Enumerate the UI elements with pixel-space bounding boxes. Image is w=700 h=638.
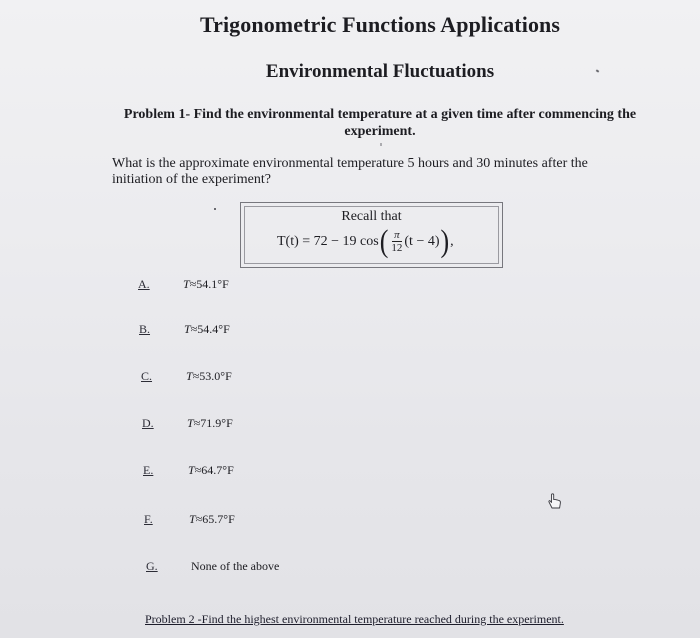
formula-lhs: T(t) = 72 − 19 cos xyxy=(277,233,379,249)
option-b[interactable] xyxy=(139,322,230,337)
page-subtitle: Environmental Fluctuations xyxy=(265,61,495,82)
recall-label: Recall that xyxy=(341,209,402,224)
option-g[interactable] xyxy=(146,559,279,574)
option-e[interactable] xyxy=(143,463,234,478)
page-title: Trigonometric Functions Applications xyxy=(199,12,561,37)
problem-2-link[interactable]: Problem 2 -Find the highest environmental temperature reached during the experiment. xyxy=(145,612,564,626)
option-d[interactable] xyxy=(142,416,233,431)
option-letter[interactable]: F. xyxy=(144,512,153,526)
option-a[interactable] xyxy=(138,277,229,292)
recall-formula-box xyxy=(240,202,503,268)
option-value: T≈54.1°F xyxy=(183,277,229,291)
option-value: T≈54.4°F xyxy=(184,322,230,336)
hand-pointer-icon xyxy=(546,492,564,515)
fraction-denominator: 12 xyxy=(391,242,403,254)
option-c[interactable] xyxy=(141,369,232,384)
formula-fraction xyxy=(391,229,402,254)
option-value: T≈65.7°F xyxy=(189,512,235,526)
option-f[interactable] xyxy=(144,512,235,527)
option-value: T≈64.7°F xyxy=(188,463,234,477)
problem-1-heading: Problem 1- Find the environmental temperature at a given time after commencing the experiment. xyxy=(123,107,637,139)
option-value: T≈53.0°F xyxy=(186,369,232,383)
screen-speck xyxy=(214,208,216,210)
option-letter[interactable]: C. xyxy=(141,369,153,383)
question-text: What is the approximate environmental temperature 5 hours and 30 minutes after the initiation of the experiment? xyxy=(112,156,588,187)
option-letter[interactable]: D. xyxy=(142,416,154,430)
temperature-formula xyxy=(277,223,454,259)
fraction-numerator: π xyxy=(394,229,400,241)
formula-argument: (t − 4) xyxy=(404,233,440,249)
screen-speck xyxy=(380,143,382,146)
option-letter[interactable]: E. xyxy=(143,463,154,477)
option-letter[interactable]: G. xyxy=(146,559,158,573)
formula-close-paren: ) xyxy=(440,223,450,259)
option-value: T≈71.9°F xyxy=(187,416,233,430)
option-letter[interactable]: B. xyxy=(139,322,151,336)
option-value: None of the above xyxy=(191,559,280,573)
formula-end: , xyxy=(450,233,454,249)
option-letter[interactable]: A. xyxy=(138,277,150,291)
formula-open-paren: ( xyxy=(379,223,389,259)
